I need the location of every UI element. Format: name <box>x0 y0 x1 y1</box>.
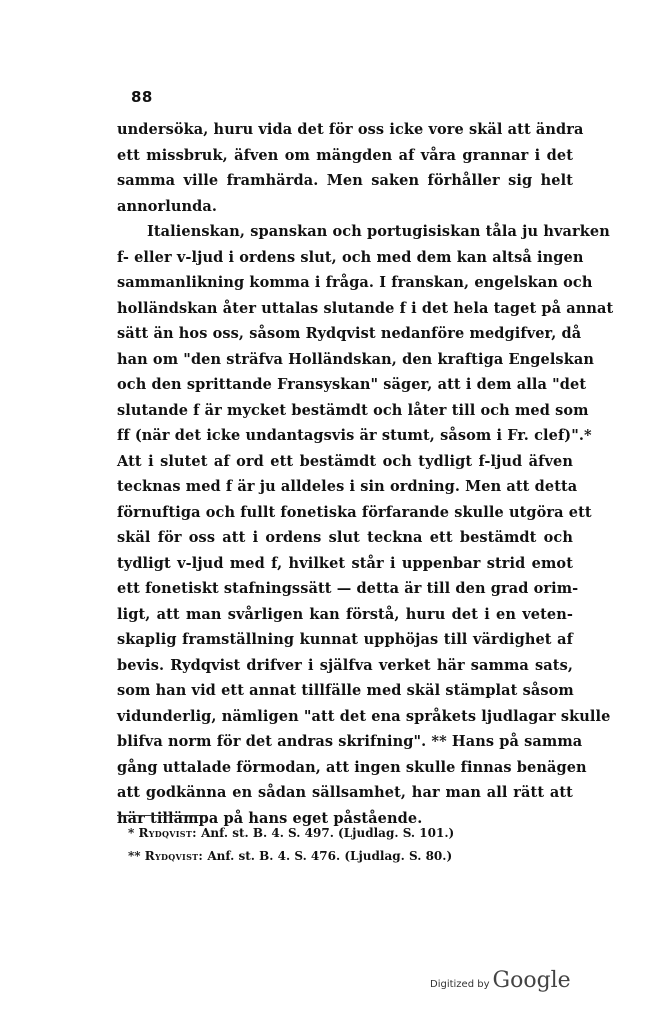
text-line-6: f- eller v-ljud i ordens slut, och med dem kan altså ingen <box>117 248 584 266</box>
watermark-prefix: Digitized by <box>430 979 490 990</box>
footnote-mark: * <box>128 826 135 840</box>
text-line-2: ett missbruk, äfven om mängden af våra grannar i det <box>117 146 573 164</box>
text-line-16: förnuftiga och fullt fonetiska förfarande skulle utgöra ett <box>117 503 592 521</box>
body-text <box>117 117 614 831</box>
text-line-24: vidunderlig, nämligen "att det ena språkets ljudlagar skulle <box>117 707 611 725</box>
footnote-mark: ** <box>128 849 141 863</box>
text-line-19: ett fonetiskt stafningssätt — detta är till den grad orim- <box>117 580 579 597</box>
footnote-author: Rydqvist: <box>138 826 197 840</box>
google-logo: Google <box>492 968 571 993</box>
text-line-23: som han vid ett annat tillfälle med skäl stämplat såsom <box>117 682 574 699</box>
text-line-8: holländskan åter uttalas slutande f i det hela taget på annat <box>117 299 614 317</box>
text-line-21: skaplig framställning kunnat upphöjas till värdighet af <box>117 631 573 648</box>
text-line-27: att godkänna en sådan sällsamhet, har man all rätt att <box>117 784 573 801</box>
footnote-1 <box>128 822 548 845</box>
text-line-10: han om "den sträfva Holländskan, den kraftiga Engelskan <box>117 350 594 368</box>
text-line-4: annorlunda. <box>117 197 218 215</box>
footnote-reference: Anf. st. B. 4. S. 476. (Ljudlag. S. 80.) <box>207 849 453 863</box>
page-number: 88 <box>131 88 153 106</box>
text-line-14: Att i slutet af ord ett bestämdt och tydligt f-ljud äfven <box>117 452 573 470</box>
text-line-28: här tillämpa på hans eget påstående. <box>117 809 423 827</box>
footnotes <box>128 822 548 868</box>
text-line-12: slutande f är mycket bestämdt och låter till och med som <box>117 401 589 419</box>
text-line-7: sammanlikning komma i fråga. I franskan, engelskan och <box>117 274 593 291</box>
text-line-15: tecknas med f är ju alldeles i sin ordning. Men att detta <box>117 478 578 495</box>
text-line-20: ligt, att man svårligen kan förstå, huru det i en veten- <box>117 605 573 623</box>
text-line-25: blifva norm för det andras skrifning". ** Hans på samma <box>117 733 583 750</box>
text-line-3: samma ville framhärda. Men saken förhåller sig helt <box>117 172 573 189</box>
footnote-reference: Anf. st. B. 4. S. 497. (Ljudlag. S. 101.) <box>201 826 455 840</box>
footnote-divider <box>117 815 207 816</box>
text-line-11: och den sprittande Fransyskan" säger, att i dem alla "det <box>117 376 587 393</box>
footnote-2 <box>128 845 548 868</box>
text-line-17: skäl för oss att i ordens slut teckna ett bestämdt och <box>117 529 573 546</box>
text-line-13: ff (när det icke undantagsvis är stumt, såsom i Fr. clef)".* <box>117 427 592 444</box>
text-line-26: gång uttalade förmodan, att ingen skulle finnas benägen <box>117 758 587 776</box>
footnote-author: Rydqvist: <box>144 849 204 863</box>
text-line-9: sätt än hos oss, såsom Rydqvist nedanföre medgifver, då <box>117 325 582 342</box>
text-line-1: undersöka, huru vida det för oss icke vore skäl att ändra <box>117 121 584 138</box>
digitized-watermark <box>430 968 571 993</box>
text-line-22: bevis. Rydqvist drifver i själfva verket här samma sats, <box>117 656 573 674</box>
text-line-5: Italienskan, spanskan och portugisiskan tåla ju hvarken <box>147 223 610 240</box>
text-line-18: tydligt v-ljud med f, hvilket står i uppenbar strid emot <box>117 554 573 572</box>
